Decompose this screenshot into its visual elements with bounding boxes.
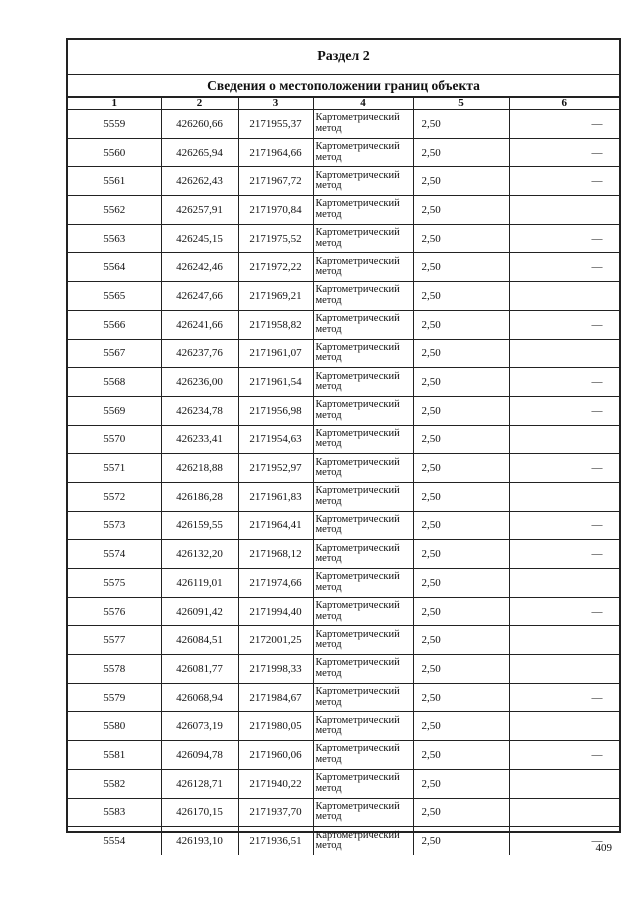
y-coordinate-cell: 2171940,22 (238, 769, 313, 798)
column-header: 5 (413, 98, 509, 110)
y-coordinate-cell: 2171984,67 (238, 683, 313, 712)
y-coordinate-cell: 2171956,98 (238, 396, 313, 425)
error-cell: 2,50 (413, 224, 509, 253)
column-header: 3 (238, 98, 313, 110)
note-cell (509, 712, 619, 741)
point-number-cell: 5564 (68, 253, 161, 282)
y-coordinate-cell: 2171968,12 (238, 540, 313, 569)
method-cell: Картометрический метод (313, 339, 413, 368)
note-cell: — (509, 224, 619, 253)
error-cell: 2,50 (413, 626, 509, 655)
x-coordinate-cell: 426242,46 (161, 253, 238, 282)
table-row (68, 482, 619, 511)
note-cell (509, 196, 619, 225)
point-number-cell: 5569 (68, 396, 161, 425)
x-coordinate-cell: 426170,15 (161, 798, 238, 827)
y-coordinate-cell: 2172001,25 (238, 626, 313, 655)
table-row (68, 310, 619, 339)
error-cell: 2,50 (413, 310, 509, 339)
table-row (68, 626, 619, 655)
table-row (68, 224, 619, 253)
table-row (68, 798, 619, 827)
method-cell: Картометрический метод (313, 626, 413, 655)
error-cell: 2,50 (413, 482, 509, 511)
y-coordinate-cell: 2171961,54 (238, 368, 313, 397)
table-row (68, 597, 619, 626)
section-subtitle: Сведения о местоположении границ объекта (68, 75, 619, 98)
x-coordinate-cell: 426073,19 (161, 712, 238, 741)
error-cell: 2,50 (413, 798, 509, 827)
error-cell: 2,50 (413, 511, 509, 540)
y-coordinate-cell: 2171961,83 (238, 482, 313, 511)
note-cell: — (509, 310, 619, 339)
x-coordinate-cell: 426247,66 (161, 282, 238, 311)
method-cell: Картометрический метод (313, 540, 413, 569)
x-coordinate-cell: 426241,66 (161, 310, 238, 339)
error-cell: 2,50 (413, 683, 509, 712)
note-cell: — (509, 454, 619, 483)
x-coordinate-cell: 426091,42 (161, 597, 238, 626)
y-coordinate-cell: 2171936,51 (238, 827, 313, 855)
method-cell: Картометрический метод (313, 310, 413, 339)
error-cell: 2,50 (413, 253, 509, 282)
table-body (68, 110, 619, 855)
method-cell: Картометрический метод (313, 741, 413, 770)
point-number-cell: 5559 (68, 110, 161, 139)
error-cell: 2,50 (413, 138, 509, 167)
x-coordinate-cell: 426119,01 (161, 569, 238, 598)
error-cell: 2,50 (413, 827, 509, 855)
table-row (68, 655, 619, 684)
point-number-cell: 5583 (68, 798, 161, 827)
note-cell: — (509, 167, 619, 196)
error-cell: 2,50 (413, 425, 509, 454)
error-cell: 2,50 (413, 396, 509, 425)
point-number-cell: 5581 (68, 741, 161, 770)
note-cell: — (509, 138, 619, 167)
x-coordinate-cell: 426265,94 (161, 138, 238, 167)
note-cell: — (509, 827, 619, 855)
point-number-cell: 5567 (68, 339, 161, 368)
point-number-cell: 5578 (68, 655, 161, 684)
method-cell: Картометрический метод (313, 425, 413, 454)
error-cell: 2,50 (413, 712, 509, 741)
x-coordinate-cell: 426159,55 (161, 511, 238, 540)
table-row (68, 683, 619, 712)
table-row (68, 138, 619, 167)
point-number-cell: 5579 (68, 683, 161, 712)
x-coordinate-cell: 426233,41 (161, 425, 238, 454)
point-number-cell: 5577 (68, 626, 161, 655)
point-number-cell: 5568 (68, 368, 161, 397)
y-coordinate-cell: 2171955,37 (238, 110, 313, 139)
column-header: 2 (161, 98, 238, 110)
y-coordinate-cell: 2171980,05 (238, 712, 313, 741)
note-cell (509, 655, 619, 684)
table-row (68, 110, 619, 139)
point-number-cell: 5562 (68, 196, 161, 225)
note-cell (509, 282, 619, 311)
table-row (68, 712, 619, 741)
point-number-cell: 5576 (68, 597, 161, 626)
method-cell: Картометрический метод (313, 597, 413, 626)
method-cell: Картометрический метод (313, 138, 413, 167)
method-cell: Картометрический метод (313, 798, 413, 827)
note-cell: — (509, 540, 619, 569)
note-cell: — (509, 683, 619, 712)
table-row (68, 569, 619, 598)
x-coordinate-cell: 426262,43 (161, 167, 238, 196)
error-cell: 2,50 (413, 339, 509, 368)
method-cell: Картометрический метод (313, 396, 413, 425)
x-coordinate-cell: 426193,10 (161, 827, 238, 855)
x-coordinate-cell: 426237,76 (161, 339, 238, 368)
error-cell: 2,50 (413, 196, 509, 225)
y-coordinate-cell: 2171961,07 (238, 339, 313, 368)
table-row (68, 741, 619, 770)
y-coordinate-cell: 2171998,33 (238, 655, 313, 684)
method-cell: Картометрический метод (313, 167, 413, 196)
x-coordinate-cell: 426260,66 (161, 110, 238, 139)
y-coordinate-cell: 2171960,06 (238, 741, 313, 770)
method-cell: Картометрический метод (313, 110, 413, 139)
table-row (68, 196, 619, 225)
method-cell: Картометрический метод (313, 683, 413, 712)
x-coordinate-cell: 426257,91 (161, 196, 238, 225)
error-cell: 2,50 (413, 769, 509, 798)
y-coordinate-cell: 2171937,70 (238, 798, 313, 827)
point-number-cell: 5560 (68, 138, 161, 167)
error-cell: 2,50 (413, 540, 509, 569)
note-cell (509, 798, 619, 827)
column-header: 4 (313, 98, 413, 110)
boundary-coordinates-table (68, 98, 619, 855)
note-cell: — (509, 511, 619, 540)
y-coordinate-cell: 2171975,52 (238, 224, 313, 253)
y-coordinate-cell: 2171952,97 (238, 454, 313, 483)
method-cell: Картометрический метод (313, 368, 413, 397)
y-coordinate-cell: 2171958,82 (238, 310, 313, 339)
y-coordinate-cell: 2171964,66 (238, 138, 313, 167)
method-cell: Картометрический метод (313, 827, 413, 855)
table-row (68, 253, 619, 282)
error-cell: 2,50 (413, 167, 509, 196)
error-cell: 2,50 (413, 741, 509, 770)
column-header: 1 (68, 98, 161, 110)
method-cell: Картометрический метод (313, 253, 413, 282)
note-cell (509, 626, 619, 655)
note-cell: — (509, 368, 619, 397)
point-number-cell: 5580 (68, 712, 161, 741)
point-number-cell: 5573 (68, 511, 161, 540)
page-number: 409 (595, 842, 612, 854)
note-cell (509, 425, 619, 454)
method-cell: Картометрический метод (313, 769, 413, 798)
note-cell (509, 569, 619, 598)
table-row (68, 769, 619, 798)
table-row (68, 540, 619, 569)
point-number-cell: 5565 (68, 282, 161, 311)
table-row (68, 425, 619, 454)
note-cell (509, 339, 619, 368)
y-coordinate-cell: 2171954,63 (238, 425, 313, 454)
table-row (68, 511, 619, 540)
point-number-cell: 5566 (68, 310, 161, 339)
point-number-cell: 5582 (68, 769, 161, 798)
x-coordinate-cell: 426245,15 (161, 224, 238, 253)
x-coordinate-cell: 426068,94 (161, 683, 238, 712)
point-number-cell: 5572 (68, 482, 161, 511)
error-cell: 2,50 (413, 110, 509, 139)
table-header-row (68, 98, 619, 110)
note-cell: — (509, 741, 619, 770)
error-cell: 2,50 (413, 282, 509, 311)
y-coordinate-cell: 2171969,21 (238, 282, 313, 311)
note-cell: — (509, 597, 619, 626)
y-coordinate-cell: 2171994,40 (238, 597, 313, 626)
x-coordinate-cell: 426236,00 (161, 368, 238, 397)
y-coordinate-cell: 2171967,72 (238, 167, 313, 196)
table-row (68, 454, 619, 483)
note-cell: — (509, 253, 619, 282)
error-cell: 2,50 (413, 597, 509, 626)
note-cell (509, 769, 619, 798)
method-cell: Картометрический метод (313, 655, 413, 684)
point-number-cell: 5575 (68, 569, 161, 598)
x-coordinate-cell: 426094,78 (161, 741, 238, 770)
method-cell: Картометрический метод (313, 454, 413, 483)
note-cell: — (509, 396, 619, 425)
error-cell: 2,50 (413, 368, 509, 397)
error-cell: 2,50 (413, 454, 509, 483)
method-cell: Картометрический метод (313, 224, 413, 253)
note-cell (509, 482, 619, 511)
y-coordinate-cell: 2171974,66 (238, 569, 313, 598)
table-row (68, 368, 619, 397)
note-cell: — (509, 110, 619, 139)
x-coordinate-cell: 426218,88 (161, 454, 238, 483)
section-title: Раздел 2 (68, 40, 619, 75)
point-number-cell: 5554 (103, 835, 126, 848)
table-row (68, 396, 619, 425)
x-coordinate-cell: 426234,78 (161, 396, 238, 425)
method-cell: Картометрический метод (313, 712, 413, 741)
point-number-cell: 5574 (68, 540, 161, 569)
x-coordinate-cell: 426081,77 (161, 655, 238, 684)
column-header: 6 (509, 98, 619, 110)
x-coordinate-cell: 426084,51 (161, 626, 238, 655)
point-number-cell: 5571 (68, 454, 161, 483)
x-coordinate-cell: 426128,71 (161, 769, 238, 798)
y-coordinate-cell: 2171972,22 (238, 253, 313, 282)
x-coordinate-cell: 426132,20 (161, 540, 238, 569)
table-row (68, 339, 619, 368)
point-number-cell: 5570 (68, 425, 161, 454)
table-row (68, 282, 619, 311)
y-coordinate-cell: 2171970,84 (238, 196, 313, 225)
point-number-cell: 5563 (68, 224, 161, 253)
point-number-cell: 5561 (68, 167, 161, 196)
table-row (68, 827, 619, 855)
y-coordinate-cell: 2171964,41 (238, 511, 313, 540)
error-cell: 2,50 (413, 655, 509, 684)
table-row (68, 167, 619, 196)
method-cell: Картометрический метод (313, 569, 413, 598)
method-cell: Картометрический метод (313, 511, 413, 540)
method-cell: Картометрический метод (313, 482, 413, 511)
method-cell: Картометрический метод (313, 282, 413, 311)
error-cell: 2,50 (413, 569, 509, 598)
method-cell: Картометрический метод (313, 196, 413, 225)
x-coordinate-cell: 426186,28 (161, 482, 238, 511)
